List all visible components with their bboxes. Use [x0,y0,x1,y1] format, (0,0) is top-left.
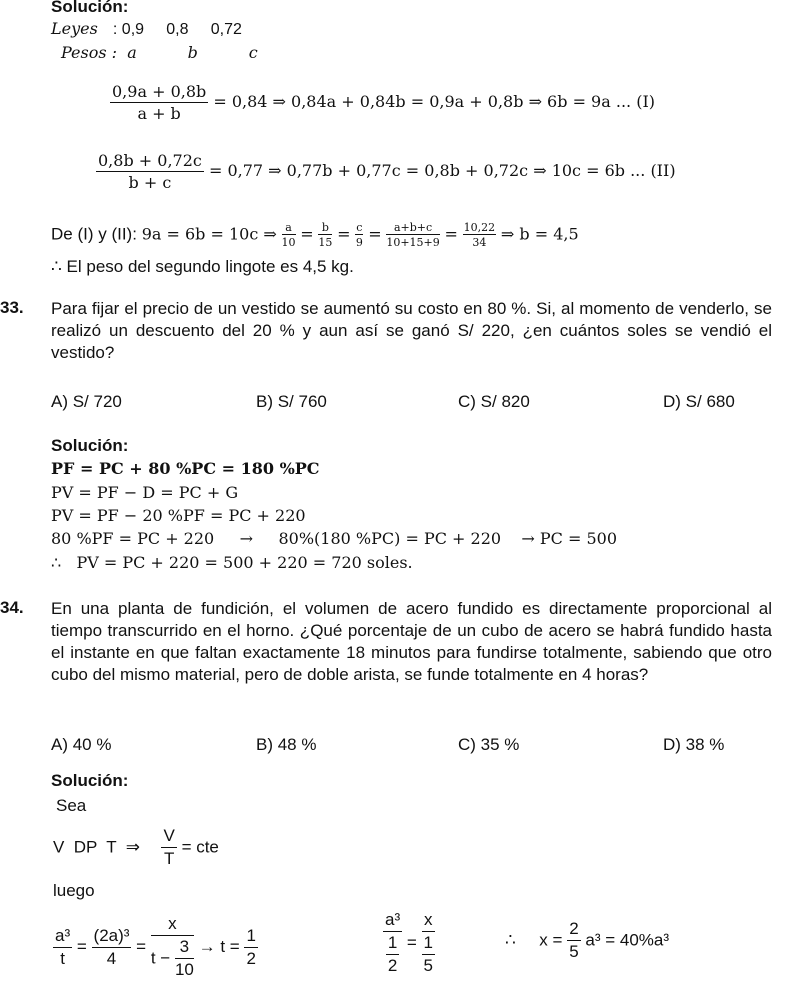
ratio-eq-c-den [151,936,194,980]
ratio-eq-b-den: 4 [106,948,117,968]
final-fraction-num: 2 [567,919,580,941]
q33-option-b[interactable]: B) S/ 760 [256,392,327,411]
final-fraction-den: 5 [569,942,579,961]
ratio-value-den: 34 [472,236,487,249]
mid-a-den [383,932,402,976]
dp-text: V DP T ⇒ [53,837,141,857]
ratio-b [318,221,332,249]
solution-heading-33: Solución: [51,436,129,455]
final-x: x = [539,930,563,950]
t-result-text: → t = [198,937,240,956]
mid-a-inner-num: 1 [386,933,399,955]
mid-a-inner [386,933,399,976]
equation-2-fraction [96,151,204,192]
q34-option-c[interactable]: C) 35 % [458,735,520,754]
ratio-a-num: a [282,221,296,235]
v-over-t [161,826,176,869]
ratio-eq-a-den: t [60,948,65,968]
solution-heading-34: Solución: [51,771,129,790]
therefore-symbol: ∴ [505,930,516,950]
ratio-sum [386,221,439,249]
mid-x-den [422,932,435,976]
equation-2 [96,151,676,192]
equation-1-numerator: 0,9a + 0,8b [112,82,207,101]
question-34-text: En una planta de fundición, el volumen de acero fundido es directamente proporcional al tiempo transcurrido en el horno. ¿Qué porcentaje de un cubo de acero se habrá fundido hasta el instante en que faltan exactamente 18 minutos para fundirse totalmente, sabiendo que otro cubo del mismo material, pero de doble arista, se funde totalmente en 4 horas? [51,599,772,684]
ratio-sum-num: a+b+c [386,221,439,235]
ratio-b-den: 15 [318,236,333,249]
ratio-eq-a-num: a³ [53,926,72,948]
ratio-a [282,221,296,249]
proportion-line: De (I) y (II): 9a = 6b = 10c ⇒ $\frac{a}{10}$ = $\frac{b}{15}$ = $\frac{c}{9}$ = $\frac{a+b+c}{10+15+9}$ = $\frac{10,22}{34}$ ⇒ b = 4,5 [51,221,579,249]
q33-solution-line-4: 80 %PF = PC + 220 → 80%(180 %PC) = PC + 220 → PC = 500 [51,529,618,548]
pesos-label: Pesos [61,43,107,62]
ratio-equation: $\frac{\text{a³}}{t}$ = $\frac{\text{(2a)³}}{4}$ = x t − $\frac{3}{10}$ → t = $\frac{1}{2}$ [55,914,256,979]
mid-x-inner [422,933,435,976]
mid-a-num: a³ [383,910,402,932]
final-value: a³ = 40%a³ [585,930,670,950]
luego-label: luego [53,881,95,900]
final-result [505,919,669,962]
mid-x [422,910,435,976]
equation-2-denominator: b + c [128,173,172,192]
sea-label: Sea [56,796,87,815]
q33-option-c[interactable]: C) S/ 820 [458,392,530,411]
t-result [244,926,257,969]
q33-option-a[interactable]: A) S/ 720 [51,392,122,411]
q34-option-b[interactable]: B) 48 % [256,735,317,754]
t-result-den: 2 [246,948,256,968]
pesos-row [61,43,258,62]
ratio-eq-c [151,914,194,980]
proportion-result: ⇒ b = 4,5 [500,224,579,244]
final-fraction [567,919,580,962]
v-over-t-num: V [161,826,176,848]
ratio-eq-b [92,926,132,969]
ratio-b-num: b [318,221,332,235]
ratio-eq-b-num: (2a)³ [92,926,132,948]
mid-a [383,910,402,976]
proportion-label: De (I) y (II): [51,224,137,244]
question-33-text: Para fijar el precio de un vestido se aumentó su costo en 80 %. Si, al momento de venderlo, se realizó un descuento del 20 % y aun así se ganó S/ 220, ¿en cuántos soles se vendió el vestido? [51,299,772,362]
ratio-eq-c-num: x [151,914,194,936]
ratio-value-num: 10,22 [463,221,496,234]
equation-1-denominator: a + b [137,104,181,123]
solution-heading-1: Solución: [51,0,129,16]
q33-solution-line-1: PF = PC + 80 %PC = 180 %PC [51,459,320,478]
conclusion-1: ∴ El peso del segundo lingote es 4,5 kg. [51,257,354,276]
ratio-eq-a [53,926,72,969]
mid-x-inner-den: 5 [423,956,433,975]
mid-a-inner-den: 2 [387,956,398,975]
question-34-number: 34. [0,598,24,617]
ratio-eq-c-inner [175,937,194,980]
leyes-row [51,19,242,39]
ratio-c-den: 9 [355,236,363,249]
q34-option-a[interactable]: A) 40 % [51,735,112,754]
middle-equation: $\frac{\text{a³}}{\frac{1}{2}}$ = $\frac{x}{\frac{1}{5}}$ [385,910,433,975]
mid-x-num: x [422,910,435,932]
q34-option-d[interactable]: D) 38 % [663,735,725,754]
t-result-num: 1 [244,926,257,948]
leyes-label: Leyes [51,19,98,38]
question-33-number: 33. [0,298,24,317]
q33-solution-line-2: PV = PF − D = PC + G [51,483,239,502]
cte-text: = cte [181,837,219,857]
leyes-values: : 0,9 0,8 0,72 [112,21,242,38]
ratio-a-den: 10 [281,236,296,249]
ratio-eq-c-inner-num: 3 [175,937,194,959]
ratio-eq-c-inner-den: 10 [174,960,194,979]
ratio-eq-c-den-pre: t − [150,948,171,968]
equation-1-rest: = 0,84 ⇒ 0,84a + 0,84b = 0,9a + 0,8b ⇒ 6b = 9a ... (I) [213,92,656,111]
q33-solution-line-3: PV = PF − 20 %PF = PC + 220 [51,506,306,525]
dp-relation [53,826,219,869]
equation-1-fraction [110,82,208,123]
ratio-value [463,221,497,249]
equation-1 [110,82,655,123]
q33-solution-line-5: ∴ PV = PC + 220 = 500 + 220 = 720 soles. [51,553,413,572]
v-over-t-den: T [163,849,175,868]
ratio-c [355,221,363,249]
ratio-c-num: c [356,221,363,234]
mid-x-inner-num: 1 [422,933,435,955]
q33-option-d[interactable]: D) S/ 680 [663,392,735,411]
pesos-values: : a b c [111,43,258,62]
equation-2-rest: = 0,77 ⇒ 0,77b + 0,77c = 0,8b + 0,72c ⇒ 10c = 6b ... (II) [208,161,676,180]
proportion-equality: 9a = 6b = 10c ⇒ [141,224,277,244]
equation-2-numerator: 0,8b + 0,72c [98,151,202,170]
ratio-sum-den: 10+15+9 [386,236,440,249]
